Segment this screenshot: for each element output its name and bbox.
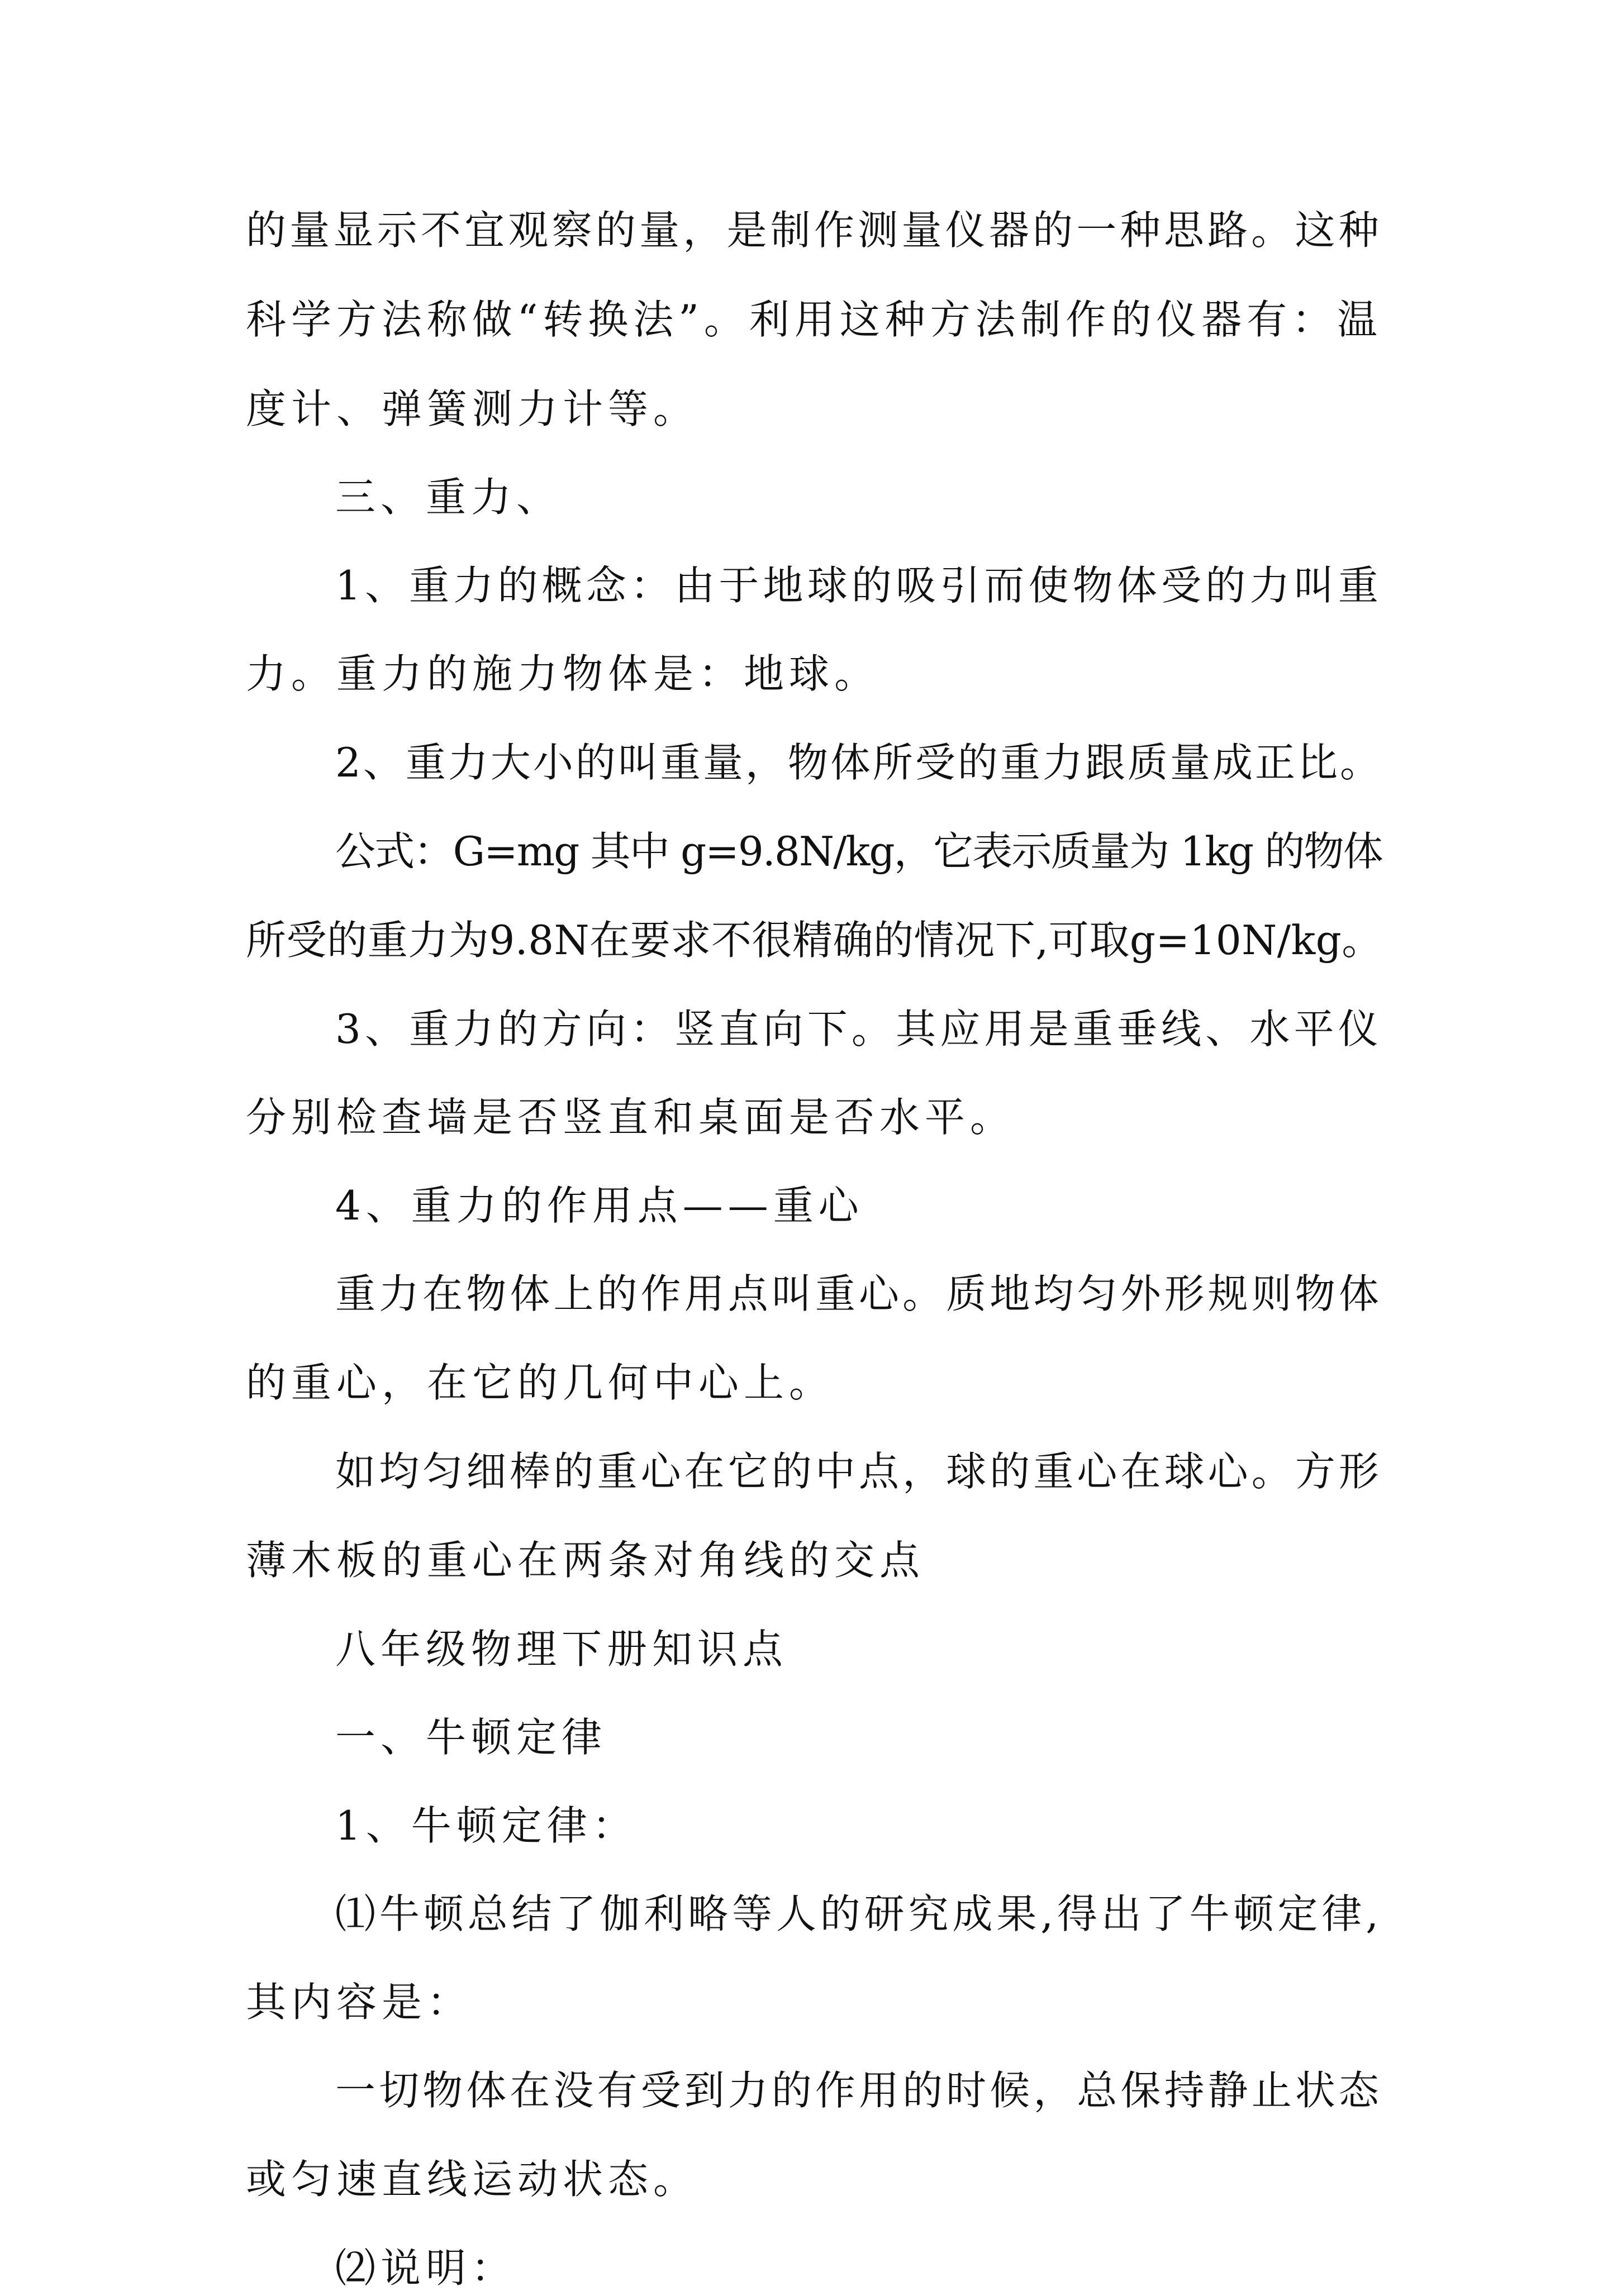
text-line: 的重心，在它的几何中心上。: [246, 1359, 835, 1406]
subsection-heading: 4、重力的作用点——重心: [335, 1182, 864, 1229]
section-heading: 三、重力、: [335, 474, 562, 521]
text-line: 如均匀细棒的重心在它的中点，球的重心在球心。方形: [335, 1448, 1382, 1495]
text-line: 其内容是：: [246, 1979, 473, 2026]
chapter-title: 八年级物理下册知识点: [335, 1626, 788, 1673]
text-line: ⑴牛顿总结了伽利略等人的研究成果,得出了牛顿定律,: [335, 1890, 1382, 1937]
text-line: 一切物体在没有受到力的作用的时候，总保持静止状态: [335, 2067, 1382, 2114]
text-line: 度计、弹簧测力计等。: [246, 385, 699, 432]
text-line: 1、重力的概念：由于地球的吸引而使物体受的力叫重: [335, 562, 1382, 609]
text-line: 的量显示不宜观察的量，是制作测量仪器的一种思路。这种: [246, 207, 1382, 254]
text-line: 科学方法称做“转换法”。利用这种方法制作的仪器有：温: [246, 296, 1382, 343]
text-line: 3、重力的方向：竖直向下。其应用是重垂线、水平仪: [335, 1006, 1382, 1052]
text-line: 公式：G=mg 其中 g=9.8N/kg，它表示质量为 1kg 的物体: [335, 828, 1382, 875]
text-line: 薄木板的重心在两条对角线的交点: [246, 1537, 925, 1584]
text-line: 所受的重力为9.8N在要求不很精确的情况下,可取g=10N/kg。: [246, 917, 1382, 964]
text-line: 2、重力大小的叫重量，物体所受的重力跟质量成正比。: [335, 739, 1382, 786]
subsection-heading: 1、牛顿定律：: [335, 1802, 638, 1849]
text-line: 分别检查墙是否竖直和桌面是否水平。: [246, 1094, 1016, 1141]
section-heading: 一、牛顿定律: [335, 1714, 607, 1761]
text-line: ⑵说明：: [335, 2245, 517, 2292]
text-line: 重力在物体上的作用点叫重心。质地均匀外形规则物体: [335, 1270, 1382, 1317]
text-line: 或匀速直线运动状态。: [246, 2156, 699, 2203]
text-line: 力。重力的施力物体是：地球。: [246, 650, 880, 697]
